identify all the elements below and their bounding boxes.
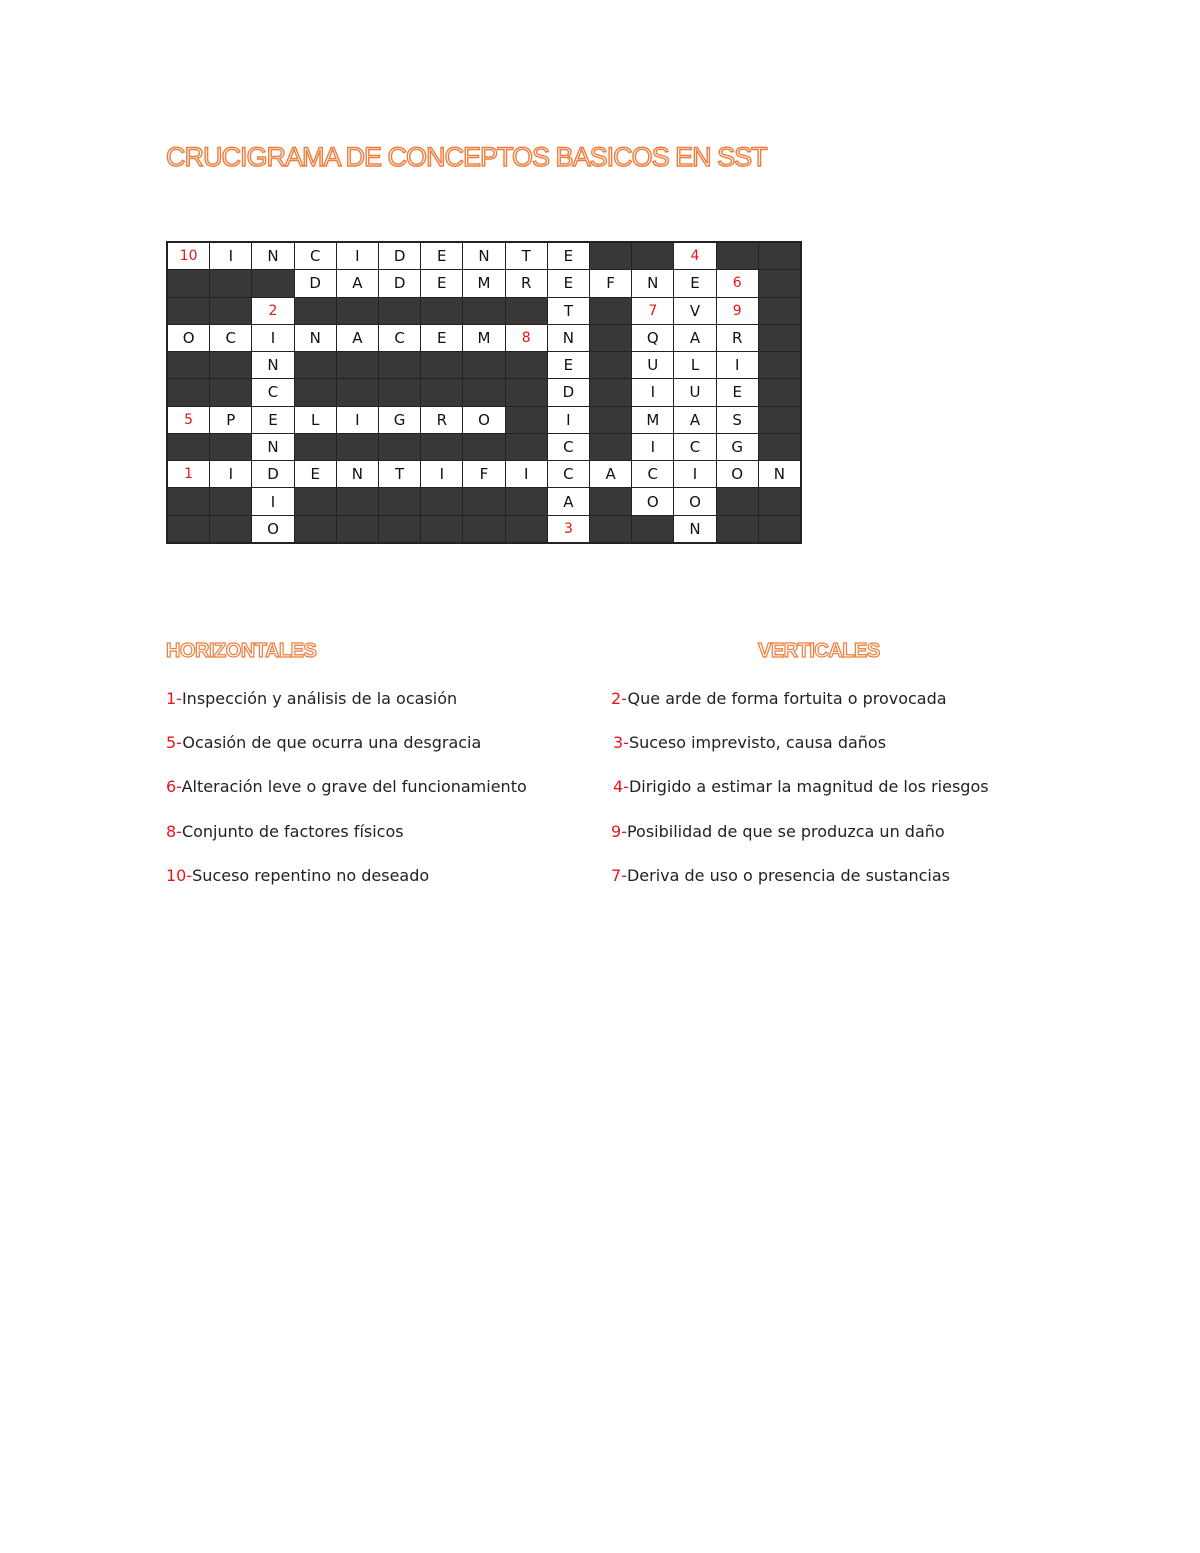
black-cell <box>252 270 293 296</box>
letter-cell: S <box>717 407 758 433</box>
black-cell <box>759 352 800 378</box>
black-cell <box>590 379 631 405</box>
black-cell <box>379 379 420 405</box>
clue-number-cell: 1 <box>168 461 209 487</box>
letter-cell: M <box>632 407 673 433</box>
clue-horizontal: 8-Conjunto de factores físicos <box>166 822 404 841</box>
black-cell <box>168 379 209 405</box>
letter-cell: C <box>252 379 293 405</box>
letter-cell: D <box>252 461 293 487</box>
letter-cell: T <box>548 298 589 324</box>
black-cell <box>506 434 547 460</box>
clue-number-cell: 9 <box>717 298 758 324</box>
letter-cell: N <box>295 325 336 351</box>
letter-cell: A <box>548 488 589 514</box>
letter-cell: C <box>295 243 336 269</box>
black-cell <box>379 298 420 324</box>
black-cell <box>759 243 800 269</box>
letter-cell: N <box>548 325 589 351</box>
black-cell <box>759 270 800 296</box>
black-cell <box>506 379 547 405</box>
black-cell <box>590 488 631 514</box>
black-cell <box>759 488 800 514</box>
clue-vertical: 9-Posibilidad de que se produzca un daño <box>611 822 945 841</box>
letter-cell: P <box>210 407 251 433</box>
black-cell <box>717 243 758 269</box>
letter-cell: I <box>674 461 715 487</box>
letter-cell: A <box>337 325 378 351</box>
black-cell <box>506 516 547 542</box>
black-cell <box>168 352 209 378</box>
letter-cell: A <box>674 325 715 351</box>
letter-cell: A <box>337 270 378 296</box>
letter-cell: C <box>674 434 715 460</box>
letter-cell: C <box>379 325 420 351</box>
black-cell <box>506 352 547 378</box>
clue-number-cell: 3 <box>548 516 589 542</box>
black-cell <box>210 270 251 296</box>
black-cell <box>168 298 209 324</box>
letter-cell: L <box>295 407 336 433</box>
black-cell <box>759 516 800 542</box>
letter-cell: M <box>463 270 504 296</box>
black-cell <box>590 243 631 269</box>
letter-cell: Q <box>632 325 673 351</box>
letter-cell: E <box>674 270 715 296</box>
clue-horizontal: 5-Ocasión de que ocurra una desgracia <box>166 733 482 752</box>
letter-cell: I <box>210 243 251 269</box>
letter-cell: T <box>379 461 420 487</box>
black-cell <box>759 407 800 433</box>
letter-cell: U <box>674 379 715 405</box>
black-cell <box>463 379 504 405</box>
black-cell <box>590 298 631 324</box>
black-cell <box>337 379 378 405</box>
clue-vertical: 2-Que arde de forma fortuita o provocada <box>611 689 947 708</box>
clue-vertical: 3-Suceso imprevisto, causa daños <box>613 733 887 752</box>
black-cell <box>463 298 504 324</box>
clue-number-cell: 8 <box>506 325 547 351</box>
black-cell <box>590 407 631 433</box>
black-cell <box>421 488 462 514</box>
black-cell <box>337 434 378 460</box>
letter-cell: I <box>252 325 293 351</box>
clue-number-cell: 5 <box>168 407 209 433</box>
black-cell <box>210 379 251 405</box>
black-cell <box>717 488 758 514</box>
black-cell <box>506 298 547 324</box>
horizontales-heading: HORIZONTALES <box>166 640 317 662</box>
clue-number-cell: 4 <box>674 243 715 269</box>
letter-cell: D <box>379 270 420 296</box>
clue-vertical: 7-Deriva de uso o presencia de sustancias <box>611 866 950 885</box>
clue-horizontal: 1-Inspección y análisis de la ocasión <box>166 689 458 708</box>
black-cell <box>168 270 209 296</box>
clue-number-cell: 10 <box>168 243 209 269</box>
letter-cell: D <box>379 243 420 269</box>
letter-cell: C <box>210 325 251 351</box>
clue-horizontal: 6-Alteración leve o grave del funcionamiento <box>166 777 527 796</box>
letter-cell: E <box>421 325 462 351</box>
black-cell <box>717 516 758 542</box>
letter-cell: E <box>717 379 758 405</box>
clue-number-cell: 7 <box>632 298 673 324</box>
clue-horizontal: 10-Suceso repentino no deseado <box>166 866 430 885</box>
letter-cell: N <box>252 352 293 378</box>
letter-cell: E <box>548 243 589 269</box>
black-cell <box>168 434 209 460</box>
letter-cell: V <box>674 298 715 324</box>
letter-cell: N <box>337 461 378 487</box>
letter-cell: N <box>632 270 673 296</box>
letter-cell: G <box>379 407 420 433</box>
letter-cell: O <box>632 488 673 514</box>
letter-cell: O <box>674 488 715 514</box>
letter-cell: N <box>252 434 293 460</box>
letter-cell: I <box>252 488 293 514</box>
letter-cell: T <box>506 243 547 269</box>
black-cell <box>759 379 800 405</box>
black-cell <box>421 352 462 378</box>
letter-cell: I <box>632 379 673 405</box>
letter-cell: R <box>421 407 462 433</box>
black-cell <box>337 352 378 378</box>
letter-cell: E <box>548 352 589 378</box>
letter-cell: O <box>252 516 293 542</box>
clue-number-cell: 6 <box>717 270 758 296</box>
letter-cell: O <box>168 325 209 351</box>
black-cell <box>210 352 251 378</box>
black-cell <box>379 516 420 542</box>
letter-cell: N <box>252 243 293 269</box>
black-cell <box>463 516 504 542</box>
black-cell <box>463 352 504 378</box>
black-cell <box>421 379 462 405</box>
black-cell <box>379 434 420 460</box>
black-cell <box>590 516 631 542</box>
letter-cell: O <box>463 407 504 433</box>
letter-cell: L <box>674 352 715 378</box>
black-cell <box>210 298 251 324</box>
letter-cell: I <box>337 407 378 433</box>
letter-cell: R <box>717 325 758 351</box>
black-cell <box>506 407 547 433</box>
letter-cell: I <box>337 243 378 269</box>
black-cell <box>759 298 800 324</box>
black-cell <box>295 516 336 542</box>
black-cell <box>295 298 336 324</box>
letter-cell: I <box>421 461 462 487</box>
black-cell <box>210 434 251 460</box>
letter-cell: E <box>421 270 462 296</box>
letter-cell: E <box>295 461 336 487</box>
black-cell <box>210 516 251 542</box>
crossword-grid <box>166 241 802 544</box>
black-cell <box>506 488 547 514</box>
letter-cell: F <box>590 270 631 296</box>
letter-cell: E <box>548 270 589 296</box>
letter-cell: C <box>632 461 673 487</box>
black-cell <box>421 298 462 324</box>
black-cell <box>632 516 673 542</box>
black-cell <box>379 488 420 514</box>
black-cell <box>295 434 336 460</box>
black-cell <box>632 243 673 269</box>
letter-cell: N <box>759 461 800 487</box>
page-title: CRUCIGRAMA DE CONCEPTOS BASICOS EN SST <box>166 142 767 172</box>
letter-cell: R <box>506 270 547 296</box>
black-cell <box>168 516 209 542</box>
letter-cell: I <box>506 461 547 487</box>
black-cell <box>463 488 504 514</box>
clue-vertical: 4-Dirigido a estimar la magnitud de los riesgos <box>613 777 989 796</box>
black-cell <box>590 325 631 351</box>
letter-cell: E <box>252 407 293 433</box>
black-cell <box>210 488 251 514</box>
black-cell <box>590 434 631 460</box>
black-cell <box>337 488 378 514</box>
letter-cell: I <box>717 352 758 378</box>
black-cell <box>337 298 378 324</box>
clue-number-cell: 2 <box>252 298 293 324</box>
verticales-heading: VERTICALES <box>758 640 880 662</box>
letter-cell: U <box>632 352 673 378</box>
black-cell <box>295 488 336 514</box>
black-cell <box>759 434 800 460</box>
black-cell <box>168 488 209 514</box>
letter-cell: N <box>463 243 504 269</box>
letter-cell: C <box>548 434 589 460</box>
letter-cell: D <box>548 379 589 405</box>
black-cell <box>295 379 336 405</box>
letter-cell: M <box>463 325 504 351</box>
black-cell <box>759 325 800 351</box>
letter-cell: I <box>548 407 589 433</box>
black-cell <box>463 434 504 460</box>
black-cell <box>590 352 631 378</box>
black-cell <box>421 516 462 542</box>
letter-cell: O <box>717 461 758 487</box>
letter-cell: D <box>295 270 336 296</box>
letter-cell: A <box>674 407 715 433</box>
black-cell <box>295 352 336 378</box>
letter-cell: E <box>421 243 462 269</box>
letter-cell: I <box>632 434 673 460</box>
black-cell <box>337 516 378 542</box>
letter-cell: C <box>548 461 589 487</box>
letter-cell: G <box>717 434 758 460</box>
black-cell <box>421 434 462 460</box>
letter-cell: N <box>674 516 715 542</box>
letter-cell: F <box>463 461 504 487</box>
black-cell <box>379 352 420 378</box>
letter-cell: I <box>210 461 251 487</box>
letter-cell: A <box>590 461 631 487</box>
